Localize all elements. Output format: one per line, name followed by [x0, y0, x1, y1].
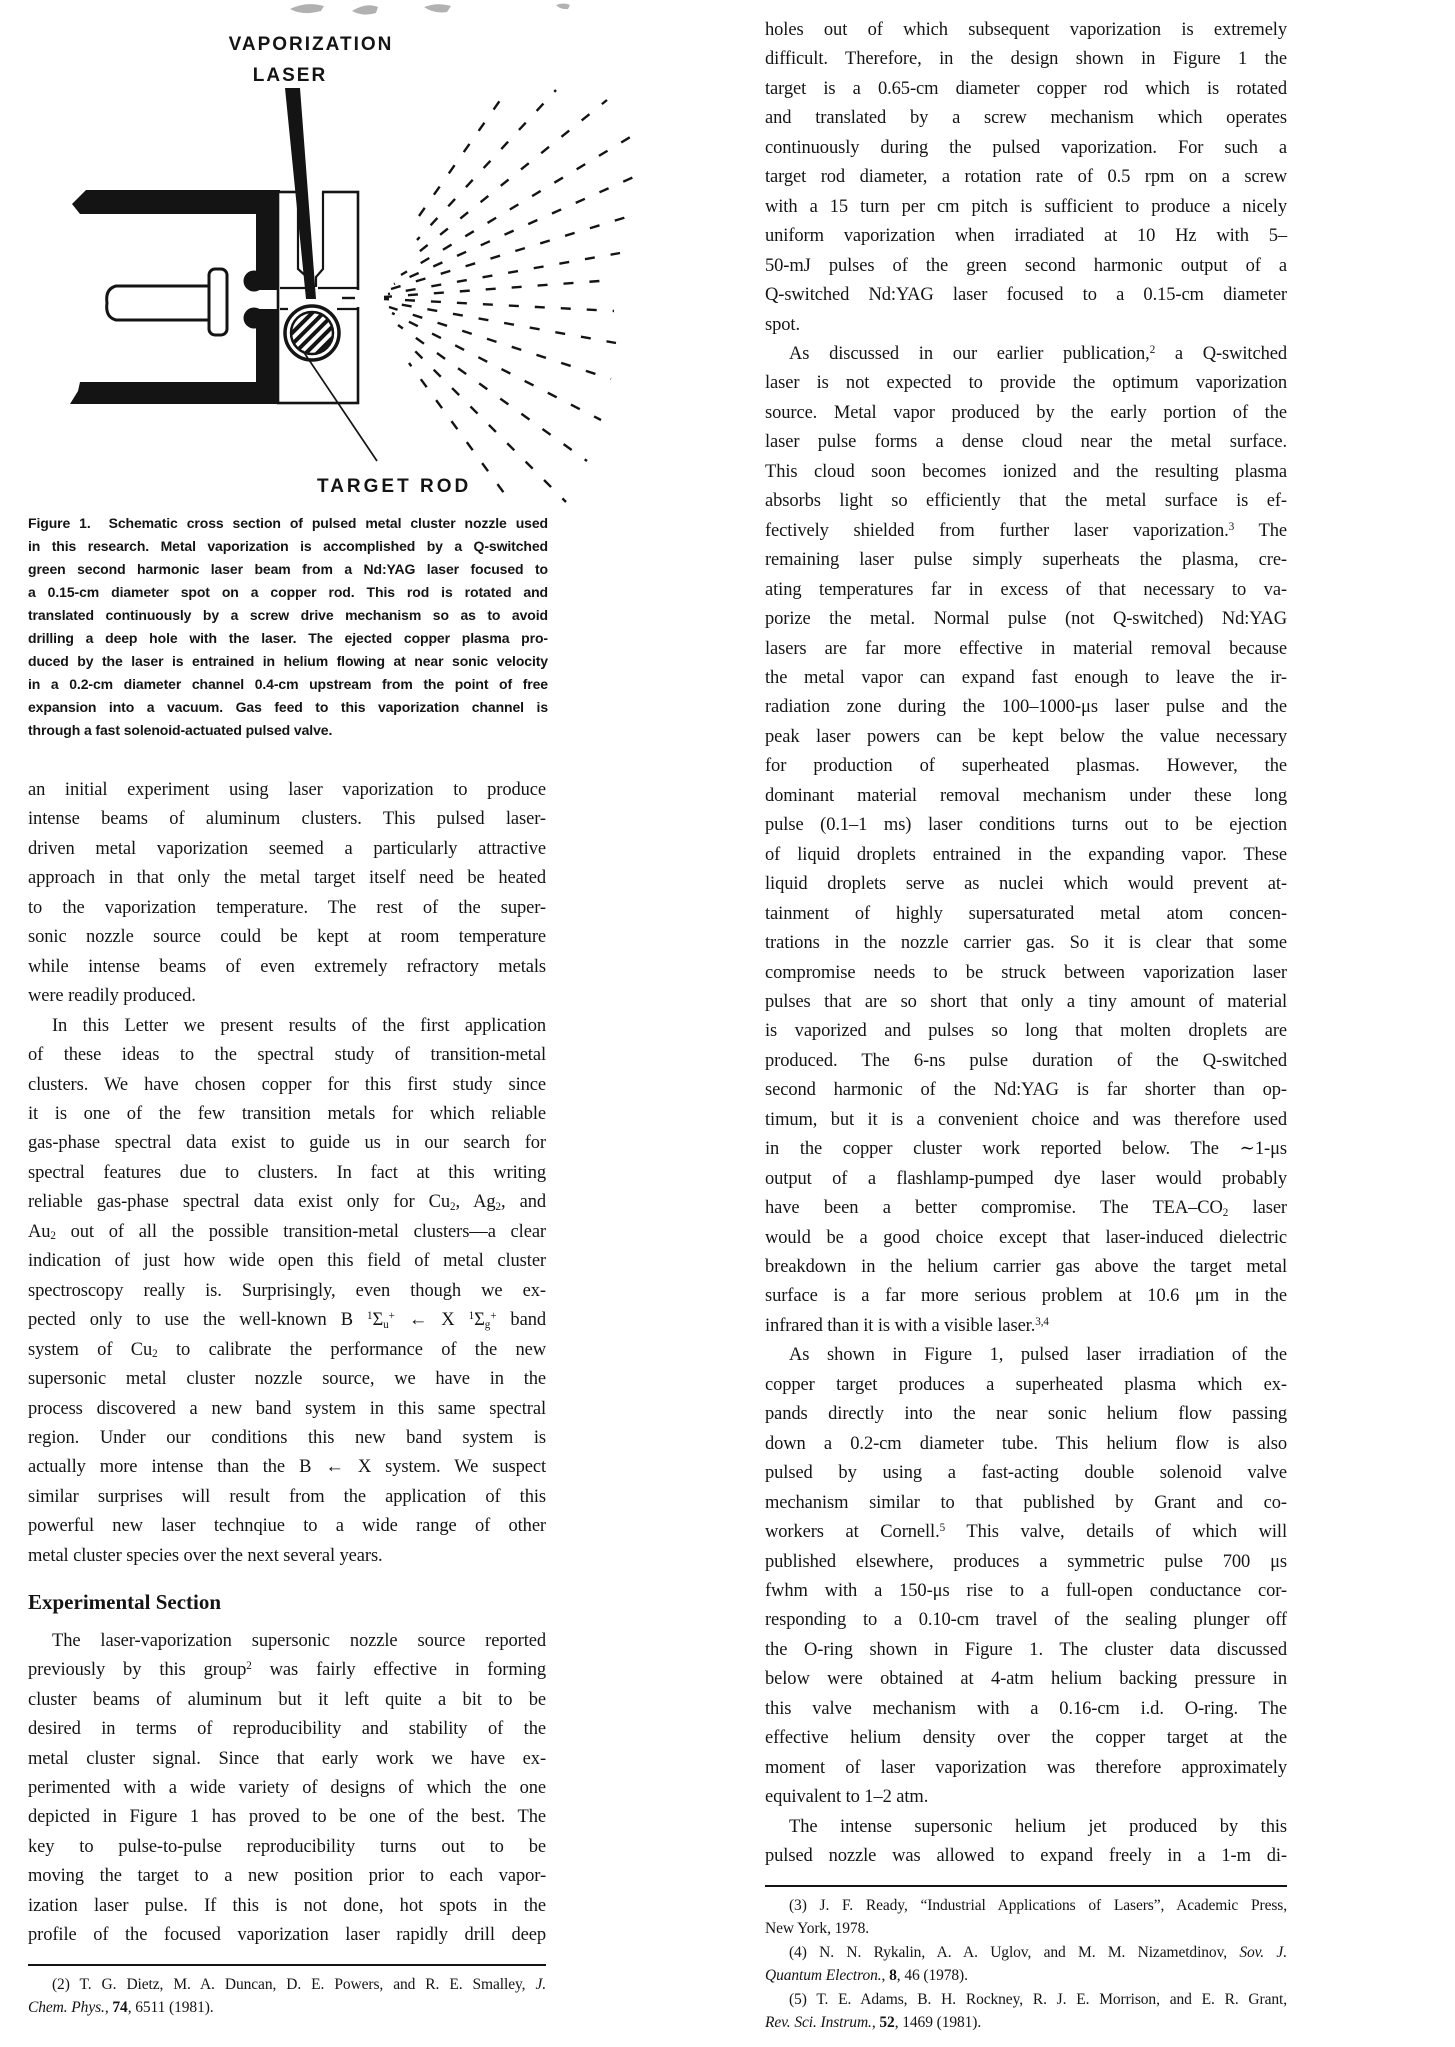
body-line: have been a better compromise. The TEA–$CO_2$ laser: [765, 1198, 1287, 1219]
body-line: Q-switched Nd:YAG laser focused to a 0.15-cm diameter: [765, 285, 1287, 306]
body-line: peak laser powers can be kept below the value necessary: [765, 726, 1287, 747]
body-line: spectroscopy really is. Surprisingly, even though we ex-: [28, 1280, 546, 1301]
footnotes-right: [765, 1885, 1287, 2035]
body-line: difficult. Therefore, in the design shown in Figure 1 the: [765, 49, 1287, 70]
body-line: effective helium density over the copper target at the: [765, 1728, 1287, 1749]
body-line: pulsed nozzle was allowed to expand freely in a 1-m di-: [765, 1846, 1287, 1867]
target-rod-cross-section: [291, 312, 333, 354]
caption-line: green second harmonic laser beam from a Nd:YAG laser focused to: [28, 561, 548, 577]
body-line: dominant material removal mechanism under these long: [765, 785, 1287, 806]
body-line: continuously during the pulsed vaporization. For such a: [765, 137, 1287, 158]
footnote-line: New York, 1978.: [765, 1920, 869, 1938]
body-line: system of $Cu_2$ to calibrate the performance of the new: [28, 1339, 546, 1361]
body-line: responding to a 0.10-cm travel of the sealing plunger off: [765, 1610, 1287, 1631]
footnotes-left: [28, 1964, 546, 2020]
body-line: pulsed by using a fast-acting double solenoid valve: [765, 1463, 1287, 1484]
plunger-head: [209, 269, 227, 335]
body-line: it is one of the few transition metals for which reliable: [28, 1103, 546, 1124]
caption-line: Figure 1. Schematic cross section of pulsed metal cluster nozzle used: [28, 515, 548, 531]
body-line: copper target produces a superheated plasma which ex-: [765, 1374, 1287, 1395]
body-line: infrared than it is with a visible laser.$^{3,4}$: [765, 1315, 1049, 1336]
body-line: produced. The 6-ns pulse duration of the Q-switched: [765, 1050, 1287, 1071]
body-line: and translated by a screw mechanism which operates: [765, 108, 1287, 129]
body-line: desired in terms of reproducibility and stability of the: [28, 1719, 546, 1740]
footnote-line: Chem. Phys., 74, 6511 (1981).: [28, 1999, 214, 2017]
body-line: similar surprises will result from the application of this: [28, 1486, 546, 1507]
nozzle-block: [278, 188, 363, 403]
body-line: of liquid droplets entrained in the expanding vapor. These: [765, 844, 1287, 865]
scan-artifact-smudges: [290, 4, 570, 15]
paragraph: [765, 340, 1287, 1341]
body-line: driven metal vaporization seemed a particularly attractive: [28, 838, 546, 859]
valve-bottom-bar: [70, 382, 278, 404]
body-line: the O-ring shown in Figure 1. The cluster data discussed: [765, 1639, 1287, 1660]
right-column: [765, 16, 1287, 2035]
body-line: with a 15 turn per cm pitch is sufficient to produce a nicely: [765, 196, 1287, 217]
expansion-dashes: [342, 89, 636, 504]
caption-line: expansion into a vacuum. Gas feed to this vaporization channel is: [28, 699, 548, 715]
body-line: $Au_2$ out of all the possible transition-metal clusters—a clear: [28, 1221, 546, 1243]
laser-label: LASER: [252, 65, 328, 86]
body-line: cluster beams of aluminum but it left quite a bit to be: [28, 1689, 546, 1710]
figure-1-schematic: [0, 0, 700, 512]
body-line: would be a good choice except that laser-induced dielectric: [765, 1227, 1287, 1248]
body-line: pected only to use the well-known B $^1\Sigma_u^+$ ← X $^1\Sigma_g^+$ band: [28, 1310, 546, 1331]
footnote-line: (4) N. N. Rykalin, A. A. Uglov, and M. M. Nizametdinov, Sov. J.: [789, 1943, 1287, 1961]
body-line: pulses that are so short that only a tiny amount of material: [765, 991, 1287, 1012]
caption-line: duced by the laser is entrained in helium flowing at near sonic velocity: [28, 653, 548, 669]
body-line: The laser-vaporization supersonic nozzle source reported: [52, 1630, 546, 1651]
body-line: target rod diameter, a rotation rate of 0.5 rpm on a screw: [765, 167, 1287, 188]
body-line: were readily produced.: [28, 986, 196, 1007]
body-line: breakdown in the helium carrier gas above the target metal: [765, 1257, 1287, 1278]
body-line: fectively shielded from further laser vaporization.$^3$ The: [765, 520, 1287, 541]
caption-line: in this research. Metal vaporization is accomplished by a Q-switched: [28, 538, 548, 554]
body-line: fwhm with a 150-μs rise to a full-open conductance cor-: [765, 1581, 1287, 1602]
vaporization-label: VAPORIZATION: [228, 34, 394, 55]
paragraph: [765, 1341, 1287, 1812]
body-line: 50-mJ pulses of the green second harmonic output of a: [765, 255, 1287, 276]
body-line: below were obtained at 4-atm helium backing pressure in: [765, 1669, 1287, 1690]
body-line: approach in that only the metal target itself need be heated: [28, 868, 546, 889]
body-line: porize the metal. Normal pulse (not Q-switched) Nd:YAG: [765, 609, 1287, 630]
body-line: perimented with a wide variety of designs of which the one: [28, 1777, 546, 1798]
body-line: This cloud soon becomes ionized and the resulting plasma: [765, 461, 1287, 482]
o-ring-lower: [244, 308, 265, 329]
body-line: for production of superheated plasmas. However, the: [765, 756, 1287, 777]
body-line: pulse (0.1–1 ms) laser conditions turns out to be ejection: [765, 815, 1287, 836]
body-line: radiation zone during the 100–1000-μs laser pulse and the: [765, 697, 1287, 718]
body-line: liquid droplets serve as nuclei which would prevent at-: [765, 874, 1287, 895]
body-line: workers at Cornell.$^5$ This valve, details of which will: [765, 1522, 1287, 1543]
body-line: absorbs light so efficiently that the metal surface is ef-: [765, 491, 1287, 512]
body-line: moving the target to a new position prior to each vapor-: [28, 1866, 546, 1887]
footnote-line: Rev. Sci. Instrum., 52, 1469 (1981).: [765, 2014, 982, 2032]
body-line: gas-phase spectral data exist to guide us in our search for: [28, 1133, 546, 1154]
body-line: is vaporized and pulses so long that molten droplets are: [765, 1021, 1287, 1042]
body-line: pands directly into the near sonic helium flow passing: [765, 1404, 1287, 1425]
caption-line: translated continuously by a screw drive mechanism so as to avoid: [28, 607, 548, 623]
body-line: metal cluster species over the next several years.: [28, 1545, 383, 1566]
figure-1-caption: [28, 512, 548, 742]
paragraph: [28, 1012, 546, 1572]
body-line: key to pulse-to-pulse reproducibility turns out to be: [28, 1836, 546, 1857]
o-ring-upper: [244, 271, 265, 292]
body-line: equivalent to 1–2 atm.: [765, 1787, 929, 1808]
body-line: surface is a far more serious problem at 10.6 μm in the: [765, 1286, 1287, 1307]
caption-line: drilling a deep hole with the laser. The ejected copper plasma pro-: [28, 630, 548, 646]
paragraph: [765, 1813, 1287, 1872]
body-line: supersonic metal cluster nozzle source, we have in the: [28, 1369, 546, 1390]
body-line: holes out of which subsequent vaporization is extremely: [765, 20, 1287, 40]
body-line: laser is not expected to provide the optimum vaporization: [765, 373, 1287, 394]
body-line: ization laser pulse. If this is not done, hot spots in the: [28, 1895, 546, 1916]
body-line: laser pulse forms a dense cloud near the metal surface.: [765, 432, 1287, 453]
body-line: actually more intense than the B ← X system. We suspect: [28, 1457, 546, 1478]
body-line: As shown in Figure 1, pulsed laser irradiation of the: [789, 1345, 1287, 1366]
body-line: profile of the focused vaporization laser rapidly drill deep: [28, 1925, 546, 1946]
left-column: [28, 776, 546, 2020]
body-line: process discovered a new band system in this same spectral: [28, 1398, 546, 1419]
body-line: powerful new laser technqiue to a wide range of other: [28, 1516, 546, 1537]
body-line: the metal vapor can expand fast enough to leave the ir-: [765, 667, 1287, 688]
body-line: output of a flashlamp-pumped dye laser would probably: [765, 1168, 1287, 1189]
body-line: source. Metal vapor produced by the early portion of the: [765, 402, 1287, 423]
target-rod: [285, 306, 339, 360]
paragraph: [28, 776, 546, 1012]
body-line: ating temperatures far in excess of that necessary to va-: [765, 579, 1287, 600]
body-line: down a 0.2-cm diameter tube. This helium flow is also: [765, 1433, 1287, 1454]
body-line: indication of just how wide open this field of metal cluster: [28, 1251, 546, 1272]
valve-top-bar: [72, 190, 258, 214]
paragraph: [765, 16, 1287, 340]
body-line: an initial experiment using laser vaporization to produce: [28, 780, 546, 800]
body-line: this valve mechanism with a 0.16-cm i.d. O-ring. The: [765, 1698, 1287, 1719]
body-line: spectral features due to clusters. In fact at this writing: [28, 1162, 546, 1183]
body-line: uniform vaporization when irradiated at 10 Hz with 5–: [765, 226, 1287, 247]
body-line: reliable gas-phase spectral data exist only for $Cu_2$, $Ag_2$, and: [28, 1192, 546, 1213]
paragraph: [28, 1627, 546, 1951]
body-line: compromise needs to be struck between vaporization laser: [765, 962, 1287, 983]
body-line: lasers are far more effective in material removal because: [765, 638, 1287, 659]
footnote-line: (3) J. F. Ready, “Industrial Applications of Lasers”, Academic Press,: [789, 1896, 1287, 1914]
experimental-section-heading: Experimental Section: [28, 1590, 222, 1615]
body-line: mechanism similar to that published by Grant and co-: [765, 1492, 1287, 1513]
body-line: remaining laser pulse simply superheats the plasma, cre-: [765, 550, 1287, 571]
body-line: metal cluster signal. Since that early work we have ex-: [28, 1748, 546, 1769]
body-line: region. Under our conditions this new band system is: [28, 1427, 546, 1448]
body-line: of these ideas to the spectral study of transition-metal: [28, 1045, 546, 1066]
body-line: previously by this group$^2$ was fairly effective in forming: [28, 1660, 546, 1681]
footnote-line: Quantum Electron., 8, 46 (1978).: [765, 1967, 968, 1985]
body-line: while intense beams of even extremely refractory metals: [28, 956, 546, 977]
caption-line: a 0.15-cm diameter spot on a copper rod. This rod is rotated and: [28, 584, 548, 600]
body-line: In this Letter we present results of the first application: [52, 1015, 546, 1036]
body-line: As discussed in our earlier publication,$^2$ a Q-switched: [789, 343, 1287, 364]
body-line: timum, but it is a convenient choice and was therefore used: [765, 1109, 1287, 1130]
body-line: in the copper cluster work reported below. The ∼1-μs: [765, 1139, 1287, 1160]
caption-line: through a fast solenoid-actuated pulsed valve.: [28, 722, 333, 738]
body-line: clusters. We have chosen copper for this first study since: [28, 1074, 546, 1095]
sealing-plunger: [107, 269, 227, 335]
body-line: intense beams of aluminum clusters. This pulsed laser-: [28, 809, 546, 830]
footnote-line: (5) T. E. Adams, B. H. Rockney, R. J. E. Morrison, and E. R. Grant,: [789, 1990, 1287, 2008]
plunger-rod: [107, 286, 212, 320]
footnote-line: (2) T. G. Dietz, M. A. Duncan, D. E. Powers, and R. E. Smalley, J.: [52, 1975, 546, 1993]
body-line: sonic nozzle source could be kept at room temperature: [28, 927, 546, 948]
body-line: second harmonic of the Nd:YAG is far shorter than op-: [765, 1080, 1287, 1101]
body-line: tainment of highly supersaturated metal atom concen-: [765, 903, 1287, 924]
body-line: target is a 0.65-cm diameter copper rod which is rotated: [765, 78, 1287, 99]
target-rod-label: TARGET ROD: [317, 476, 472, 497]
body-line: to the vaporization temperature. The rest of the super-: [28, 897, 546, 918]
caption-line: in a 0.2-cm diameter channel 0.4-cm upstream from the point of free: [28, 676, 548, 692]
body-line: spot.: [765, 314, 800, 335]
body-line: moment of laser vaporization was therefore approximately: [765, 1757, 1287, 1778]
body-line: The intense supersonic helium jet produced by this: [789, 1816, 1287, 1837]
body-line: trations in the nozzle carrier gas. So it is clear that some: [765, 933, 1287, 954]
body-line: published elsewhere, produces a symmetric pulse 700 μs: [765, 1551, 1287, 1572]
body-line: depicted in Figure 1 has proved to be one of the best. The: [28, 1807, 546, 1828]
